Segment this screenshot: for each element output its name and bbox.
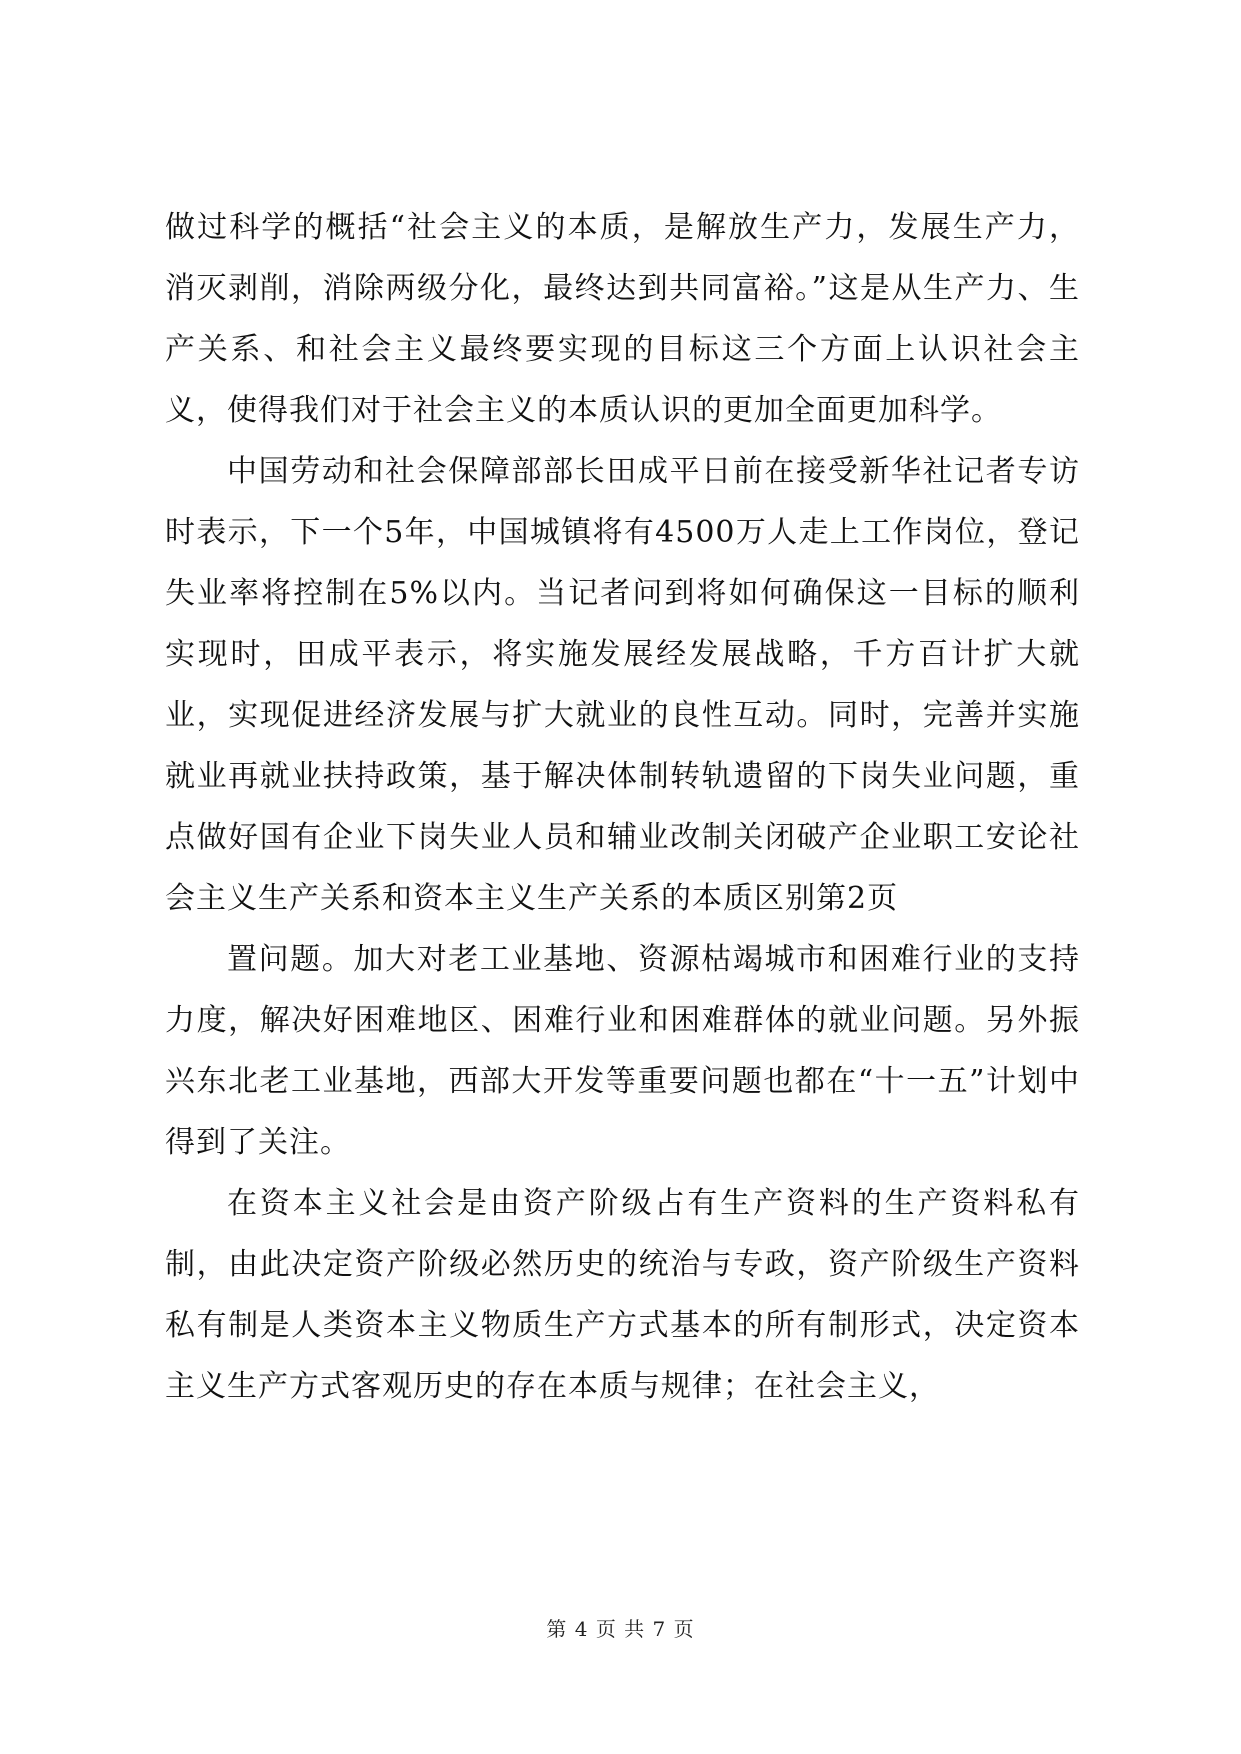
paragraph-3: 置问题。加大对老工业基地、资源枯竭城市和困难行业的支持力度，解决好困难地区、困难行业和困难群体的就业问题。另外振兴东北老工业基地，西部大开发等重要问题也都在“十一五”计划中得到了关注。 — [165, 942, 1080, 1160]
paragraph-4: 在资本主义社会是由资产阶级占有生产资料的生产资料私有制，由此决定资产阶级必然历史的统治与专政，资产阶级生产资料私有制是人类资本主义物质生产方式基本的所有制形式，决定资本主义生产方式客观历史的存在本质与规律；在社会主义， — [165, 1186, 1080, 1404]
document-body — [165, 197, 1080, 1417]
page-footer: 第 4 页 共 7 页 — [546, 1617, 695, 1641]
paragraph-1: 做过科学的概括“社会主义的本质，是解放生产力，发展生产力，消灭剥削，消除两级分化，最终达到共同富裕。”这是从生产力、生产关系、和社会主义最终要实现的目标这三个方面上认识社会主义，使得我们对于社会主义的本质认识的更加全面更加科学。 — [165, 210, 1080, 428]
paragraph-2: 中国劳动和社会保障部部长田成平日前在接受新华社记者专访时表示，下一个5年，中国城镇将有4500万人走上工作岗位，登记失业率将控制在5%以内。当记者问到将如何确保这一目标的顺利实现时，田成平表示，将实施发展经发展战略，千方百计扩大就业，实现促进经济发展与扩大就业的良性互动。同时，完善并实施就业再就业扶持政策，基于解决体制转轨遗留的下岗失业问题，重点做好国有企业下岗失业人员和辅业改制关闭破产企业职工安论社会主义生产关系和资本主义生产关系的本质区别第2页 — [165, 454, 1080, 916]
